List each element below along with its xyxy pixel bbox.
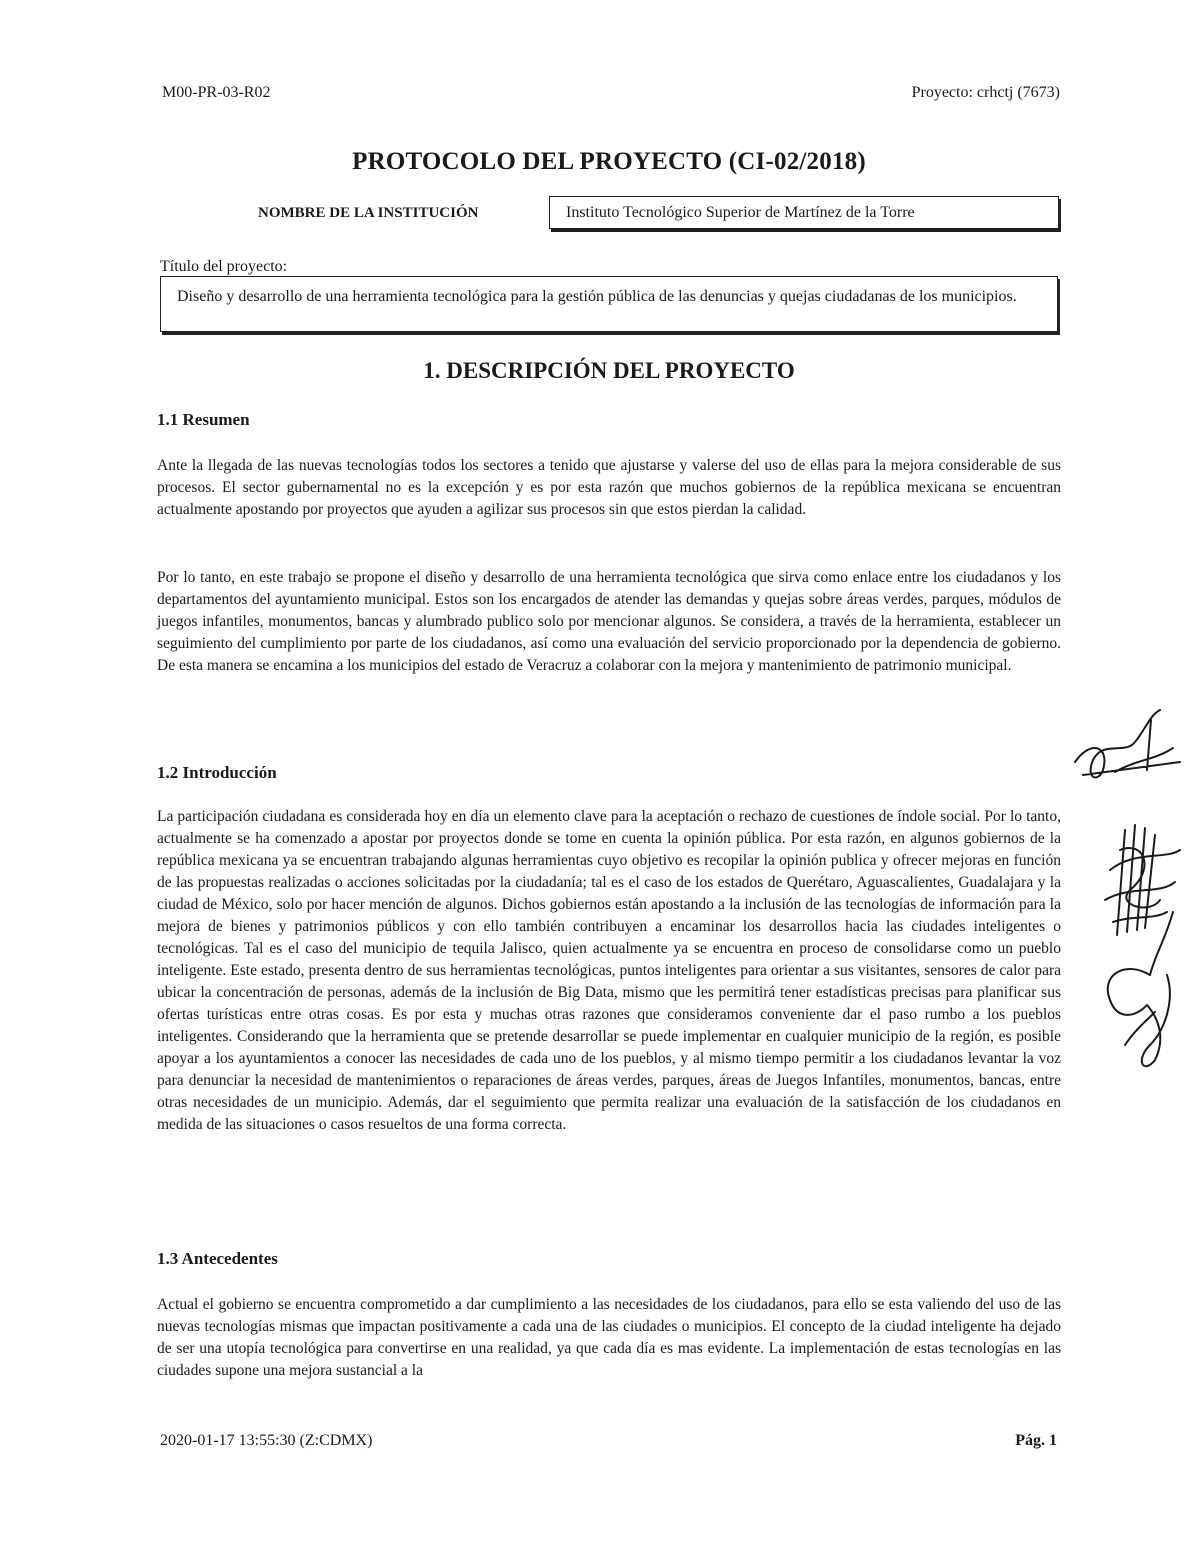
introduccion-paragraph: La participación ciudadana es considerada hoy en día un elemento clave para la aceptación o rechazo de cuestiones de índole social. Por lo tanto, actualmente se ha comenzado a apostar por proyectos donde se tome en cuenta la opinión pública. Por esta razón, en algunos gobiernos de la república mexicana ya se encuentran trabajando algunas herramientas cuyo objetivo es recopilar la opinión publica y ofrecer mejoras en función de las propuestas realizadas o acciones solicitadas por la ciudadanía; tal es el caso de los estados de Querétaro, Aguascalientes, Guadalajara y la ciudad de México, solo por hacer mención de algunos. Dichos gobiernos están apostando a la inclusión de las tecnologías de información para la mejora de bienes y patrimonios públicos y con ello también contribuyen a encaminar los desarrollos hacia las ciudades inteligentes o tecnológicas. Tal es el caso del municipio de tequila Jalisco, quien actualmente ya se encuentra en proceso de consolidarse como un pueblo inteligente. Este estado, presenta dentro de sus herramientas tecnológicas, puntos inteligentes para orientar a sus visitantes, sensores de calor para ubicar la concentración de personas, además de la inclusión de Big Data, mismo que les permitirá tener estadísticas precisas para planificar sus ofertas turísticas entre otras cosas. Es por esta y muchas otras razones que consideramos conveniente dar el paso rumbo a los pueblos inteligentes. Considerando que la herramienta que se pretende desarrollar se puede implementar en cualquier municipio de la región, es posible apoyar a los ayuntamientos a conocer las necesidades de cada uno de los pueblos, y al mismo tiempo permitir a los ciudadanos levantar la voz para denunciar la necesidad de mantenimientos o reparaciones de áreas verdes, parques, áreas de Juegos Infantiles, monumentos, bancas, entre otras necesidades de un municipio. Además, dar el seguimiento que permita realizar una evaluación de la satisfacción de los ciudadanos en medida de las situaciones o casos resueltos de una forma correcta. <box>157 808 1061 1133</box>
footer-timestamp: 2020-01-17 13:55:30 (Z:CDMX) <box>160 1432 373 1449</box>
project-title-label: Título del proyecto: <box>160 258 288 275</box>
footer-page-number: Pág. 1 <box>1015 1432 1057 1449</box>
project-reference: Proyecto: crhctj (7673) <box>911 84 1060 101</box>
introduccion-heading: 1.2 Introducción <box>157 763 277 782</box>
section-heading: 1. DESCRIPCIÓN DEL PROYECTO <box>423 358 795 383</box>
resumen-heading: 1.1 Resumen <box>157 410 250 429</box>
signature-mark-1 <box>1075 710 1180 777</box>
project-title-field <box>160 276 1058 332</box>
handwritten-signatures <box>1055 700 1195 1100</box>
document-title: PROTOCOLO DEL PROYECTO (CI-02/2018) <box>352 148 866 175</box>
document-code: M00-PR-03-R02 <box>162 84 271 101</box>
signature-mark-2 <box>1105 825 1180 935</box>
resumen-paragraph-1: Ante la llegada de las nuevas tecnologías todos los sectores a tenido que ajustarse y valerse del uso de ellas para la mejora considerable de sus procesos. El sector gubernamental no es la excepción y es por esta razón que muchos gobiernos de la república mexicana se encuentran actualmente apostando por proyectos que ayuden a agilizar sus procesos sin que estos pierdan la calidad. <box>157 457 1061 518</box>
project-title-value: Diseño y desarrollo de una herramienta tecnológica para la gestión pública de las denuncias y quejas ciudadanas de los municipios. <box>177 288 1017 305</box>
institution-value: Instituto Tecnológico Superior de Martínez de la Torre <box>566 204 915 221</box>
institution-field <box>549 196 1059 229</box>
antecedentes-heading: 1.3 Antecedentes <box>157 1249 278 1268</box>
antecedentes-paragraph: Actual el gobierno se encuentra comprometido a dar cumplimiento a las necesidades de los ciudadanos, para ello se esta valiendo del uso de las nuevas tecnologías mismas que impactan positivamente a cada una de las ciudades o municipios. El concepto de la ciudad inteligente ha dejado de ser una utopía tecnológica para convertirse en una realidad, ya que cada día es mas evidente. La implementación de estas tecnologías en las ciudades supone una mejora sustancial a la <box>157 1296 1061 1379</box>
resumen-paragraph-2: Por lo tanto, en este trabajo se propone el diseño y desarrollo de una herramienta tecnológica que sirva como enlace entre los ciudadanos y los departamentos del ayuntamiento municipal. Estos son los encargados de atender las demandas y quejas sobre áreas verdes, parques, módulos de juegos infantiles, monumentos, bancas y alumbrado publico solo por mencionar algunos. Se considera, a través de la herramienta, establecer un seguimiento del cumplimiento por parte de los ciudadanos, así como una evaluación del servicio proporcionado por la dependencia de gobierno. De esta manera se encamina a los municipios del estado de Veracruz a colaborar con la mejora y mantenimiento de patrimonio municipal. <box>157 569 1061 674</box>
institution-label: NOMBRE DE LA INSTITUCIÓN <box>258 205 479 221</box>
